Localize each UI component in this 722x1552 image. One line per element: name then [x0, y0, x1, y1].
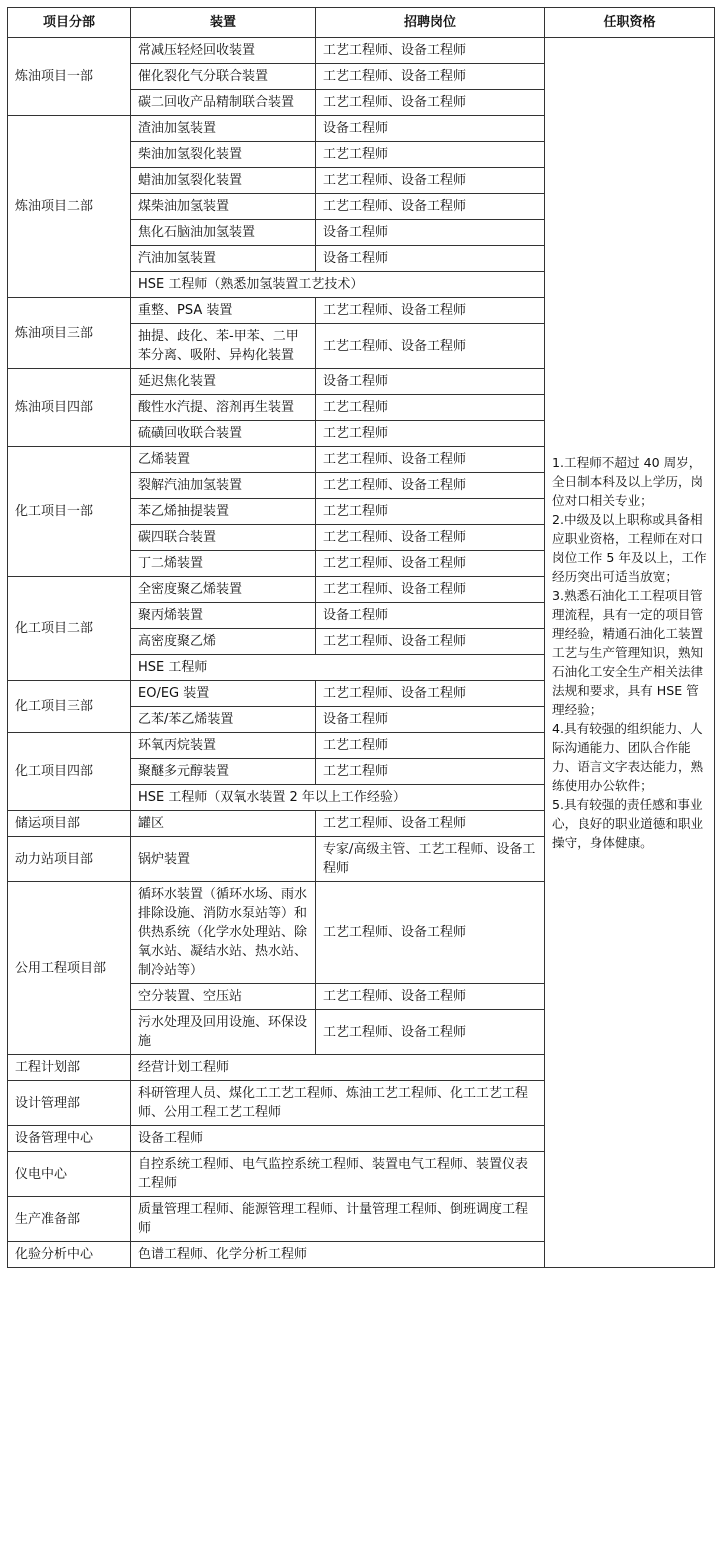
- merged-position-cell: HSE 工程师: [131, 655, 545, 681]
- position-cell: 工艺工程师、设备工程师: [316, 64, 545, 90]
- department-cell: 设计管理部: [8, 1081, 131, 1126]
- department-cell: 化工项目四部: [8, 733, 131, 811]
- position-cell: 设备工程师: [316, 220, 545, 246]
- department-cell: 化工项目一部: [8, 447, 131, 577]
- qualification-item: 4.具有较强的组织能力、人际沟通能力、团队合作能力、语言文字表达能力，熟练使用办公软件；: [552, 721, 704, 793]
- position-cell: 设备工程师: [316, 603, 545, 629]
- position-cell: 工艺工程师: [316, 499, 545, 525]
- unit-cell: 高密度聚乙烯: [131, 629, 316, 655]
- unit-cell: EO/EG 装置: [131, 681, 316, 707]
- position-cell: 工艺工程师、设备工程师: [316, 38, 545, 64]
- qualifications-cell: [545, 38, 715, 1268]
- unit-cell: 酸性水汽提、溶剂再生装置: [131, 395, 316, 421]
- unit-cell: 常减压轻烃回收装置: [131, 38, 316, 64]
- unit-cell: 柴油加氢裂化装置: [131, 142, 316, 168]
- merged-position-cell: HSE 工程师（双氧水装置 2 年以上工作经验）: [131, 785, 545, 811]
- position-cell: 工艺工程师、设备工程师: [316, 681, 545, 707]
- unit-cell: 罐区: [131, 811, 316, 837]
- position-cell: 工艺工程师: [316, 142, 545, 168]
- merged-position-cell: 设备工程师: [131, 1126, 545, 1152]
- department-cell: 设备管理中心: [8, 1126, 131, 1152]
- qualification-item: 3.熟悉石油化工工程项目管理流程，具有一定的项目管理经验，精通石油化工装置工艺与生产管理知识，熟知石油化工安全生产相关法律法规和要求，具有 HSE 管理经验；: [552, 588, 704, 717]
- header-unit: 装置: [131, 8, 316, 38]
- merged-position-cell: 经营计划工程师: [131, 1055, 545, 1081]
- position-cell: 工艺工程师、设备工程师: [316, 551, 545, 577]
- merged-position-cell: 质量管理工程师、能源管理工程师、计量管理工程师、倒班调度工程师: [131, 1197, 545, 1242]
- merged-position-cell: 色谱工程师、化学分析工程师: [131, 1242, 545, 1268]
- position-cell: 工艺工程师、设备工程师: [316, 577, 545, 603]
- department-cell: 炼油项目四部: [8, 369, 131, 447]
- unit-cell: 污水处理及回用设施、环保设施: [131, 1010, 316, 1055]
- recruitment-table: [7, 7, 715, 1268]
- qualification-item: 5.具有较强的责任感和事业心，良好的职业道德和职业操守，身体健康。: [552, 797, 704, 850]
- department-cell: 工程计划部: [8, 1055, 131, 1081]
- position-cell: 工艺工程师、设备工程师: [316, 447, 545, 473]
- unit-cell: 乙烯装置: [131, 447, 316, 473]
- position-cell: 设备工程师: [316, 116, 545, 142]
- unit-cell: 乙苯/苯乙烯装置: [131, 707, 316, 733]
- position-cell: 工艺工程师、设备工程师: [316, 1010, 545, 1055]
- table-body: [8, 38, 715, 1268]
- department-cell: 炼油项目二部: [8, 116, 131, 298]
- position-cell: 工艺工程师、设备工程师: [316, 473, 545, 499]
- unit-cell: 全密度聚乙烯装置: [131, 577, 316, 603]
- position-cell: 设备工程师: [316, 707, 545, 733]
- position-cell: 工艺工程师、设备工程师: [316, 629, 545, 655]
- position-cell: 工艺工程师、设备工程师: [316, 194, 545, 220]
- unit-cell: 催化裂化气分联合装置: [131, 64, 316, 90]
- unit-cell: 碳二回收产品精制联合装置: [131, 90, 316, 116]
- department-cell: 炼油项目一部: [8, 38, 131, 116]
- unit-cell: 聚醚多元醇装置: [131, 759, 316, 785]
- unit-cell: 锅炉装置: [131, 837, 316, 882]
- position-cell: 设备工程师: [316, 246, 545, 272]
- unit-cell: 裂解汽油加氢装置: [131, 473, 316, 499]
- department-cell: 动力站项目部: [8, 837, 131, 882]
- table-row: [8, 38, 715, 64]
- department-cell: 化验分析中心: [8, 1242, 131, 1268]
- unit-cell: 煤柴油加氢装置: [131, 194, 316, 220]
- merged-position-cell: 科研管理人员、煤化工工艺工程师、炼油工艺工程师、化工工艺工程师、公用工程工艺工程师: [131, 1081, 545, 1126]
- unit-cell: 抽提、歧化、苯-甲苯、二甲苯分离、吸附、异构化装置: [131, 324, 316, 369]
- position-cell: 工艺工程师、设备工程师: [316, 168, 545, 194]
- unit-cell: 苯乙烯抽提装置: [131, 499, 316, 525]
- position-cell: 专家/高级主管、工艺工程师、设备工程师: [316, 837, 545, 882]
- qualification-item: 1.工程师不超过 40 周岁，全日制本科及以上学历，岗位对口相关专业；: [552, 455, 704, 508]
- unit-cell: 重整、PSA 装置: [131, 298, 316, 324]
- position-cell: 工艺工程师: [316, 395, 545, 421]
- department-cell: 化工项目三部: [8, 681, 131, 733]
- position-cell: 工艺工程师: [316, 421, 545, 447]
- position-cell: 工艺工程师、设备工程师: [316, 882, 545, 984]
- unit-cell: 环氧丙烷装置: [131, 733, 316, 759]
- unit-cell: 渣油加氢装置: [131, 116, 316, 142]
- unit-cell: 延迟焦化装置: [131, 369, 316, 395]
- unit-cell: 焦化石脑油加氢装置: [131, 220, 316, 246]
- merged-position-cell: 自控系统工程师、电气监控系统工程师、装置电气工程师、装置仪表工程师: [131, 1152, 545, 1197]
- header-row: [8, 8, 715, 38]
- unit-cell: 空分装置、空压站: [131, 984, 316, 1010]
- position-cell: 工艺工程师、设备工程师: [316, 90, 545, 116]
- department-cell: 化工项目二部: [8, 577, 131, 681]
- merged-position-cell: HSE 工程师（熟悉加氢装置工艺技术）: [131, 272, 545, 298]
- position-cell: 工艺工程师、设备工程师: [316, 984, 545, 1010]
- unit-cell: 蜡油加氢裂化装置: [131, 168, 316, 194]
- department-cell: 仪电中心: [8, 1152, 131, 1197]
- unit-cell: 丁二烯装置: [131, 551, 316, 577]
- position-cell: 设备工程师: [316, 369, 545, 395]
- department-cell: 炼油项目三部: [8, 298, 131, 369]
- qualification-item: 2.中级及以上职称或具备相应职业资格，工程师在对口岗位工作 5 年及以上，工作经历突出可适当放宽；: [552, 512, 707, 584]
- unit-cell: 聚丙烯装置: [131, 603, 316, 629]
- department-cell: 公用工程项目部: [8, 882, 131, 1055]
- position-cell: 工艺工程师: [316, 733, 545, 759]
- unit-cell: 循环水装置（循环水场、雨水排除设施、消防水泵站等）和供热系统（化学水处理站、除氧水站、凝结水站、热水站、制冷站等）: [131, 882, 316, 984]
- unit-cell: 硫磺回收联合装置: [131, 421, 316, 447]
- position-cell: 工艺工程师: [316, 759, 545, 785]
- header-position: 招聘岗位: [316, 8, 545, 38]
- position-cell: 工艺工程师、设备工程师: [316, 811, 545, 837]
- position-cell: 工艺工程师、设备工程师: [316, 298, 545, 324]
- position-cell: 工艺工程师、设备工程师: [316, 525, 545, 551]
- position-cell: 工艺工程师、设备工程师: [316, 324, 545, 369]
- department-cell: 储运项目部: [8, 811, 131, 837]
- department-cell: 生产准备部: [8, 1197, 131, 1242]
- unit-cell: 汽油加氢装置: [131, 246, 316, 272]
- header-department: 项目分部: [8, 8, 131, 38]
- unit-cell: 碳四联合装置: [131, 525, 316, 551]
- header-qualifications: 任职资格: [545, 8, 715, 38]
